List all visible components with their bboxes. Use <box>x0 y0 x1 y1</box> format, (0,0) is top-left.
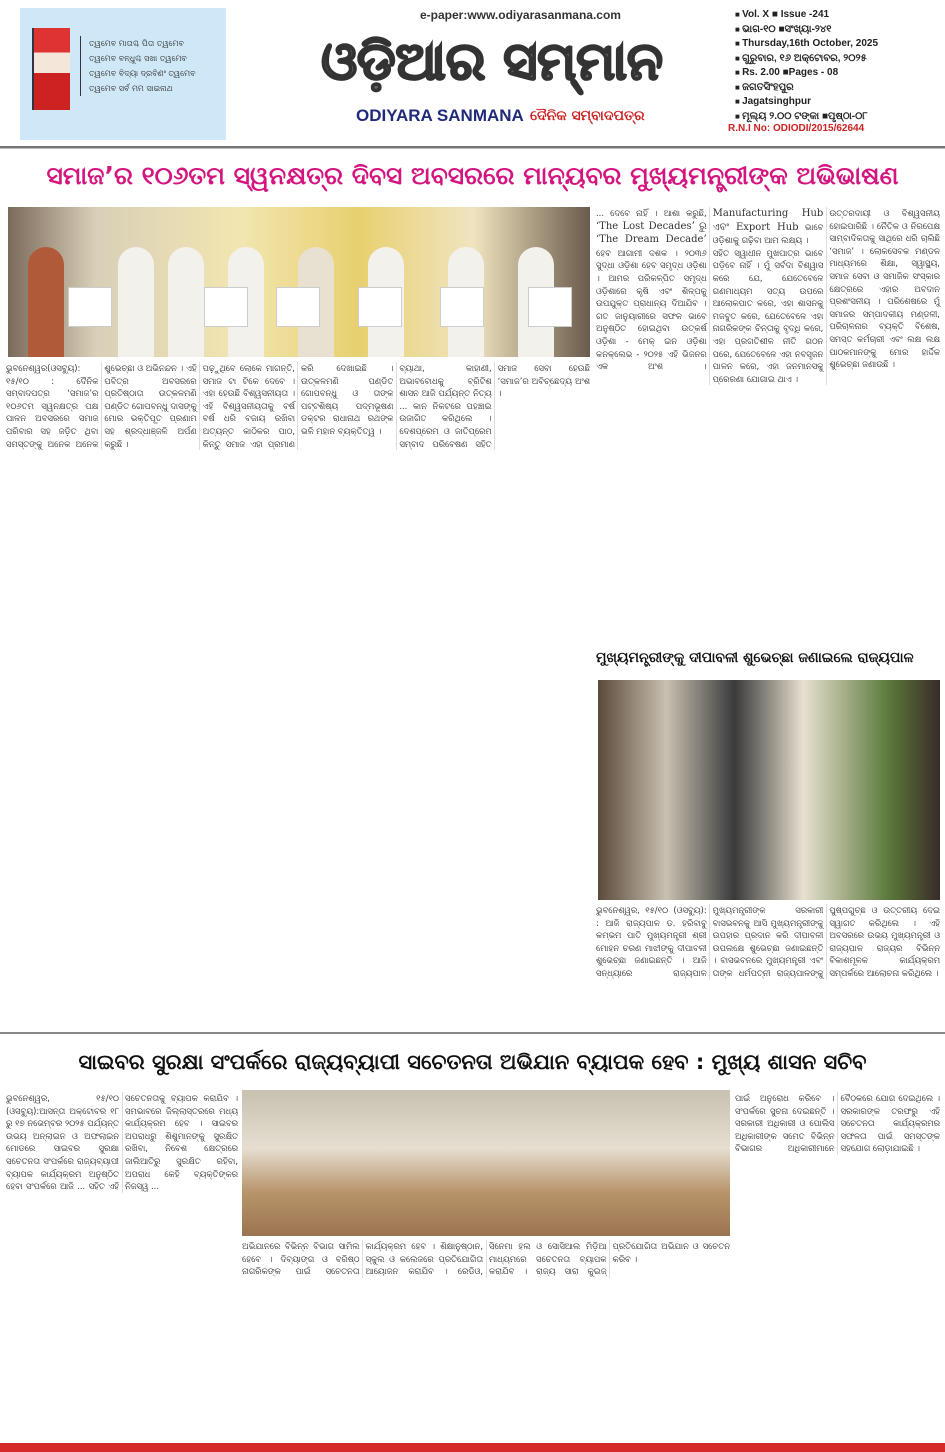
paragraph: ଭୁବନେଶ୍ୱର, ୧୫/୧୦ (ଓସବ୍ୟୁ): : ଆଜି ରାଜ୍ୟପାଳ ଡ. ହରିବାବୁ କମ୍ଭମ ପାତି ମୁଖ୍ୟମନ୍ତ୍ରୀ ଶ୍ରୀ ମୋହନ ଚରଣ ମାଝୀଙ୍କୁ ଦୀପାବଳୀ ଶୁଭେଚ୍ଛା ଜଣାଇଛନ୍ତି । ଆଜି ସନ୍ଧ୍ୟାରେ ରାଜ୍ୟପାଳ ମୁଖ୍ୟମନ୍ତ୍ରୀଙ୍କ ସରକାରୀ ବାସଭବନକୁ ଆସି ମୁଖ୍ୟମନ୍ତ୍ରୀଙ୍କୁ ଉପହାର ପ୍ରଦାନ କରି ଦୀପାବଳୀ ଉପଲକ୍ଷେ ଶୁଭେଚ୍ଛା ଜଣାଇଛନ୍ତି । ବାସଭବନରେ ମୁଖ୍ୟମନ୍ତ୍ରୀ ଏବଂ ତାଙ୍କ ଧର୍ମପତ୍ନୀ ରାଜ୍ୟପାଳଙ୍କୁ ପୁଷ୍ପଗୁଚ୍ଛ ଓ ଉତ୍ତରୀୟ ଦେଇ ସ୍ୱାଗତ କରିଥିଲେ । ଏହି ଅବସରରେ ଉଭୟ ମୁଖ୍ୟମନ୍ତ୍ରୀ ଓ ରାଜ୍ୟପାଳ ରାଜ୍ୟର ବିଭିନ୍ନ ବିକାଶମୂଳକ କାର୍ଯ୍ୟକ୍ରମ ସମ୍ପର୍କରେ ଆଲୋଚନା କରିଥିଲେ । <box>596 905 940 978</box>
paragraph: ସହିତ ସ୍ୱାଧୀନ ମୁଖପାତ୍ର ଭାବେ ପଡ଼ିବେ ନାହିଁ । ମୁଁ ସର୍ବଦା ବିଶ୍ୱାସ କରେ ଯେ, ଯେତେବେଳେ ଗଣମାଧ୍ୟମ ସତ୍ୟ ଉପରେ ଆଲୋକପାତ କରେ, ଏହା ଶାସନକୁ ମଜବୁତ କରେ, ଯେତେବେଳେ ଏହା ନାଗରିକଙ୍କ ଚିନ୍ତାକୁ ବୃଦ୍ଧି କରେ, ଏହା ପ୍ରଗତିଶୀଳ ନୀତି ଗଠନ ପରେ, ଯେତେବେଳେ ଏହା ନବସୃଜନ ପାଳନ କରେ, ଏହା ଜନମାନସକୁ ପ୍ରେରଣା ଯୋଗାଇ ଥାଏ । <box>712 247 824 384</box>
logo-english: ODIYARA SANMANA <box>356 106 524 125</box>
paragraph: ... ଦେବେ ନାହିଁ । ଆଶା କରୁଛି, ‘The Lost Decades’ ରୁ ‘The Dream Decade’ ହେବ ଆଗାମୀ ଦଶକ । ୨୦୩୬ ସୁଦ୍ଧା ଓଡ଼ିଶା ହେବ ସମୃଦ୍ଧ ଓଡ଼ିଶା । ଆମର ପରିକଳ୍ପିତ ସମୃଦ୍ଧ ଓଡ଼ିଶାରେ କୃଷି ଏବଂ ଶିଳ୍ପକୁ ଉପଯୁକ୍ତ ପ୍ରାଧାନ୍ୟ ଦିଆଯିବ । ଗତ ଜାନୁୟାରୀରେ ସଫଳ ଭାବେ ଅନୁଷ୍ଠିତ ହୋଇଥିବା ଉତ୍କର୍ଷ ଓଡ଼ିଶା - ମେକ୍ ଇନ ଓଡ଼ିଶା କନକ୍ଲେଭ - ୨୦୨୫ ଏହି ଭିଜନର ଏକ ଅଂଶ । Manufacturing Hub ଏବଂ Export Hub ଭାବେ ଓଡ଼ିଶାକୁ ଗଢ଼ିବା ଆମ ଲକ୍ଷ୍ୟ । <box>596 208 824 372</box>
newspaper-logo: ଓଡ଼ିଆର ସମ୍ମାନ <box>321 32 663 92</box>
issue-info <box>735 8 940 124</box>
article-main-body <box>6 362 590 450</box>
article-cyber-middle <box>242 1240 730 1278</box>
issue-info-item: ■ ଭାଗ-୧୦ ■ସଂଖ୍ୟା-୨୪୧ <box>735 23 940 38</box>
paragraph: ବ୍ୟାଥା, କାହାଣୀ, ଅଭାବବୋଧକୁ ବ୍ରିଟିଶ ଶାସନ ଆଜି ପର୍ଯ୍ୟନ୍ତ ନିତ୍ୟ ... କାନ ନିକଟରେ ପହଞ୍ଚାଇ ଉଜାଗିତ କରିଥିଲେ । ଦେଶପ୍ରେମ ଓ ଜାତିପ୍ରେମ ସମ୍ବାଦ ପରିବେଷଣ ସହିତ ସମାଜ ସେବା ହେଉଛି ‘ସମାଜ’ର ଅବିଚ୍ଛେଦ୍ୟ ଅଂଶ । <box>399 363 590 449</box>
headline-cyber: ସାଇବର ସୁରକ୍ଷା ସଂପର୍କରେ ରାଜ୍ୟବ୍ୟାପୀ ସଚେତନତା ଅଭିଯାନ ବ୍ୟାପକ ହେବ : ମୁଖ୍ୟ ଶାସନ ସଚିବ <box>78 1050 867 1074</box>
verse-line: ତ୍ୱମେବ ସର୍ବ ମମ ସାଇନାଥ <box>89 84 173 93</box>
devotional-verse <box>80 36 220 96</box>
event-photo <box>8 207 590 357</box>
verse-line: ତ୍ୱମେବ ବିଦ୍ୟା ଦ୍ରବିଣଂ ତ୍ୱମେବ <box>89 69 196 78</box>
verse-line: ତ୍ୱମେବ ମାତାଶ୍ଚ ପିତା ତ୍ୱମେବ <box>89 39 184 48</box>
article-main-continued <box>596 207 940 385</box>
rni-number: R.N.I No: ODIODI/2015/62644 <box>728 123 865 134</box>
paragraph: ଭୁବନେଶ୍ୱର(ଓସବ୍ୟୁ): ୧୫/୧୦ : ଦୈନିକ ସମ୍ବାଦପତ୍ର ‘ସମାଜ’ର ୧୦୬ତମ ସ୍ୱନକ୍ଷତ୍ର ପକ୍ଷ ପାଳନ ଅବସରରେ ସମାଜ ପରିବାର ସହ ଜଡ଼ିତ ଥିବା ସମସ୍ତଙ୍କୁ ଅନେକ ଅନେକ ଶୁଭେଚ୍ଛା ଓ ଅଭିନନ୍ଦନ । ଏହି ପବିତ୍ର ଅବସରରେ ପ୍ରତିଷ୍ଠାତା ଉତ୍କଳମଣି ପଣ୍ଡିତ ଗୋପବନ୍ଧୁ ଦାସଙ୍କୁ ମୋର ଭକ୍ତିପୂତ ପ୍ରଣାମ ସହ ଶ୍ରଦ୍ଧାଞ୍ଜଳି ଅର୍ପଣ କରୁଛି । <box>6 363 197 449</box>
sai-baba-photo <box>32 28 70 110</box>
footer-bar <box>0 1443 945 1452</box>
issue-info-item: ■ Rs. 2.00 ■Pages - 08 <box>735 66 940 81</box>
logo-tagline: ଦୈନିକ ସମ୍ବାଦପତ୍ର <box>530 108 645 124</box>
issue-info-item: ■ Vol. X ■ Issue -241 <box>735 8 940 23</box>
issue-info-item: ■ ମୂଲ୍ୟ ୨.୦୦ ଟଙ୍କା ■ପୃଷ୍ଠା-୦୮ <box>735 110 940 125</box>
article-cyber-right <box>735 1092 940 1155</box>
paragraph: ଅଭିଯାନରେ ବିଭିନ୍ନ ବିଭାଗ ସାମିଲ ହେବେ । ଦିବ୍ୟାଙ୍ଗ ଓ ବରିଷ୍ଠ ନାଗରିକଙ୍କ ପାଇଁ ସଚେତନତା କାର୍ଯ୍ୟକ୍ରମ ହେବ । ଶିକ୍ଷାନୁଷ୍ଠାନ, ସ୍କୁଲ ଓ କଲେଜରେ ପ୍ରତିଯୋଗିତା ଆୟୋଜନ କରାଯିବ । ରେଡିଓ, ସିନେମା ହଲ ଓ ସୋସିଆଲ ମିଡ଼ିଆ ମାଧ୍ୟମରେ ସଚେତନତା ବ୍ୟାପକ କରାଯିବ । ରାଜ୍ୟ ସାରା କୁଇଜ୍ ପ୍ରତିଯୋଗିତା ଅଭିଯାନ ଓ ସଚେତନ କରିବ । <box>242 1241 730 1277</box>
article-governor-body <box>596 904 940 980</box>
article-cyber-body <box>6 1092 238 1193</box>
governor-cm-photo <box>598 680 940 900</box>
divider <box>0 146 945 149</box>
issue-info-item: ■ ଗୁରୁବାର, ୧୬ ଅକ୍ଟୋବର, ୨୦୨୫ <box>735 52 940 67</box>
paragraph: ଉତ୍ତରଦାୟୀ ଓ ବିଶ୍ୱସନୀୟ ହୋଇପାରିଛି । ନୈତିକ ଓ ନିରପେକ୍ଷ ସାମ୍ବାଦିକତାକୁ ସାଥିରେ ଧରି ଚାଲିଛି ‘ସମାଜ’ । ଲୋକସେବକ ମଣ୍ଡଳ ମାଧ୍ୟମରେ ଶିକ୍ଷା, ସ୍ୱାସ୍ଥ୍ୟ, ସମାଜ ସେବା ଓ ସମାଜିକ ସଂସ୍କାର କ୍ଷେତ୍ରରେ ଏହାର ଅବଦାନ ପ୍ରଶଂସନୀୟ । ପରିଶେଷରେ ମୁଁ ସମାଜର ସମ୍ପାଦକୀୟ ମଣ୍ଡଳୀ, ପରିଚାଳନାର ବ୍ୟକ୍ତି ବିଶେଷ, ସମସ୍ତ କର୍ମଚାରୀ ଏବଂ ଲକ୍ଷ ଲକ୍ଷ ପାଠକମାନଙ୍କୁ ମୋର ହାର୍ଦ୍ଦିକ ଶୁଭେଚ୍ଛା ଜଣାଉଛି । <box>829 208 940 370</box>
issue-info-item: ■ Jagatsinghpur <box>735 95 940 110</box>
issue-info-item: ■ Thursday,16th October, 2025 <box>735 37 940 52</box>
meeting-photo <box>242 1090 730 1236</box>
divider <box>0 1032 945 1034</box>
paragraph: ଭୁବନେଶ୍ୱର, ୧୫/୧୦ (ଓସବ୍ୟୁ):ଆସନ୍ତା ଅକ୍ଟୋବର ୧୮ ରୁ ୧୭ ନଭେମ୍ବର ୨୦୨୫ ପର୍ଯ୍ୟନ୍ତ ଉଭୟ ଅନ୍‌ଲାଇନ ଓ ଅଫଲାଇନ ମୋଡରେ ସାଇବର ସୁରକ୍ଷା ସଚେତନତା ସଂପର୍କରେ ରାଜ୍ୟବ୍ୟାପୀ ବ୍ୟାପକ କାର୍ଯ୍ୟକ୍ରମ ଅନୁଷ୍ଠିତ ହେବା ସଂପର୍କରେ ଆଜି ... ସହିତ ଏହି ସଚେତନତାକୁ ବ୍ୟାପକ କରାଯିବ । ସମଭାବରେ ଜିଲ୍ଲାସ୍ତରରେ ମଧ୍ୟ କାର୍ଯ୍ୟକ୍ରମ ହେବ । ସାଇବର ଅପରାଧରୁ ଶିଶୁମାନଙ୍କୁ ସୁରକ୍ଷିତ ରଖିବା, ନିବେଶ କ୍ଷେତ୍ରରେ ଜାଲିଆତିରୁ ସୁରକ୍ଷିତ ରହିବା, ଅପରାଧ କେହି ବ୍ୟକ୍ତିଙ୍କର ନିଜସ୍ୱ ... <box>6 1093 238 1192</box>
paragraph: ପଢ଼ୁଥିବେ ଲୋକେ ମାଗନ୍ତି, ସମାଜ ଟା ଟିକେ ଦେବେ । ଏହା ହେଉଛି ବିଶ୍ୱସନୀୟତା । ଏହି ବିଶ୍ୱସନୀୟତାକୁ ବର୍ଷ ବର୍ଷ ଧରି ବଜାୟ ରଖିବା ଅତ୍ୟନ୍ତ କାଠିକର ପାଠ, କିନ୍ତୁ ସମାଜ ଏହା ପ୍ରମାଣ କରି ଦେଖାଇଛି । ଉତ୍କଳମଣି ପଣ୍ଡିତ ଗୋପବନ୍ଧୁ ଓ ତାଙ୍କ ପଟ୍ଟଶିଷ୍ୟ ପଦ୍ମଭୂଷଣ ଡକ୍ଟର ରାଧାନାଥ ରଥଙ୍କ ଭଳି ମହାନ ବ୍ୟକ୍ତିତ୍ୱ । <box>202 363 394 449</box>
headline-main: ସମାଜ’ର ୧୦୬ତମ ସ୍ୱନକ୍ଷତ୍ର ଦିବସ ଅବସରରେ ମାନ୍ୟବର ମୁଖ୍ୟମନ୍ତ୍ରୀଙ୍କ ଅଭିଭାଷଣ <box>46 161 899 190</box>
epaper-url[interactable]: e-paper:www.odiyarasanmana.com <box>420 8 621 22</box>
verse-line: ତ୍ୱମେବ ବନ୍ଧୁଶ୍ଚ ସଖା ତ୍ୱମେବ <box>89 54 187 63</box>
headline-governor: ମୁଖ୍ୟମନ୍ତ୍ରୀଙ୍କୁ ଦୀପାବଳୀ ଶୁଭେଚ୍ଛା ଜଣାଇଲେ ରାଜ୍ୟପାଳ <box>596 650 914 666</box>
issue-info-item: ■ ଜଗତସିଂହପୁର <box>735 81 940 96</box>
paragraph: ପାଇଁ ଅନୁରୋଧ କରିବେ । ସଂପର୍କରେ ସୁଚନା ଦେଇଛନ୍ତି । ସରକାରୀ ଅଧିକାରୀ ଓ ପୋଲିସ ଅଧିକାରୀଙ୍କ ସମେତ ବିଭିନ୍ନ ବିଭାଗର ଅଧିକାରୀମାନେ ବୈଠକରେ ଯୋଗ ଦେଇଥିଲେ । ସରକାରଙ୍କ ତରଫରୁ ଏହି ସଚେତନତା କାର୍ଯ୍ୟକ୍ରମର ସଫଳତା ପାଇଁ ସମସ୍ତଙ୍କ ସହଯୋଗ ଲୋଡ଼ାଯାଇଛି । <box>735 1093 940 1154</box>
